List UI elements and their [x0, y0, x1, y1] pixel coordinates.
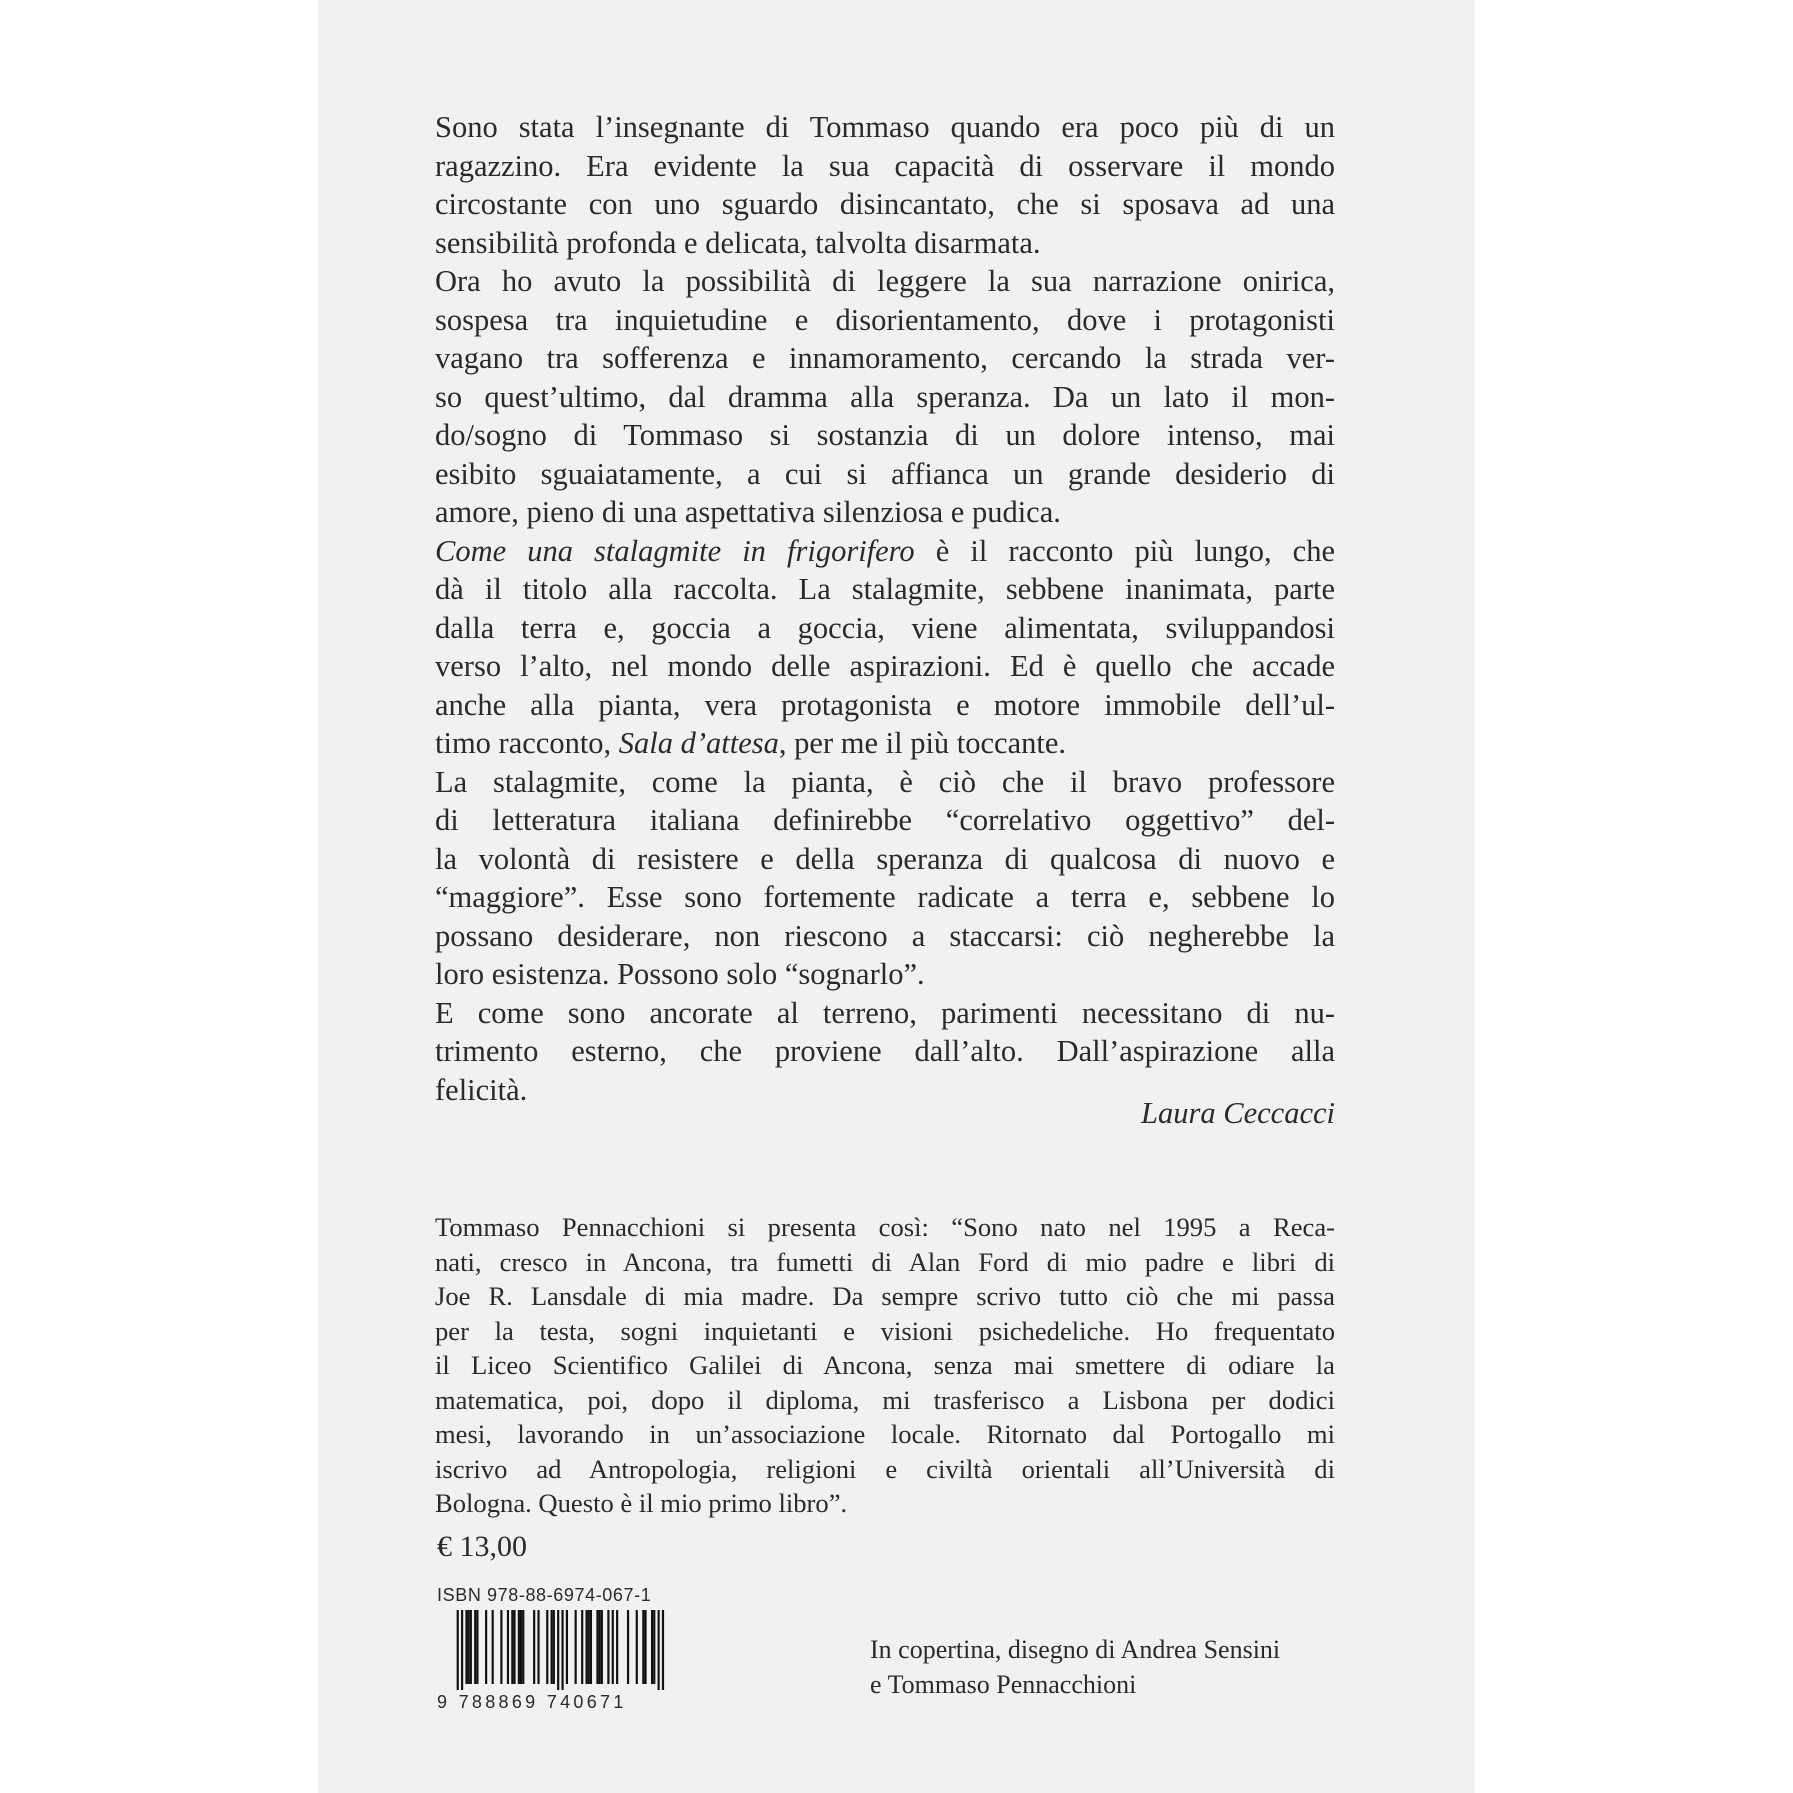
blurb-line: possano desiderare, non riescono a staccarsi: ciò negherebbe la — [435, 918, 1335, 953]
barcode — [437, 1610, 675, 1690]
barcode-bar — [457, 1610, 459, 1690]
barcode-bar — [553, 1610, 555, 1684]
blurb-line: circostante con uno sguardo disincantato, che si sposava ad una — [435, 187, 1335, 221]
blurb-line: esibito sguaiatamente, a cui si affianca un grande desiderio di — [435, 456, 1335, 491]
barcode-bar — [507, 1610, 509, 1684]
author-bio — [435, 1210, 1335, 1521]
barcode-bar — [644, 1610, 646, 1684]
blurb-line: la volontà di resistere e della speranza di qualcosa di nuovo e — [435, 841, 1335, 876]
bio-line: nati, cresco in Ancona, tra fumetti di Alan Ford di mio padre e libri di — [435, 1246, 1335, 1277]
bio-line: iscrivo ad Antropologia, religioni e civiltà orientali all’Università di — [435, 1453, 1335, 1484]
barcode-bar — [551, 1610, 553, 1684]
barcode-bar — [513, 1610, 515, 1684]
barcode-bar — [651, 1610, 653, 1684]
barcode-bar — [537, 1610, 539, 1684]
barcode-bar — [607, 1610, 609, 1684]
blurb-line: so quest’ultimo, dal dramma alla speranza. Da un lato il mon- — [435, 379, 1335, 414]
blurb-line — [435, 724, 1335, 763]
bio-line: Bologna. Questo è il mio primo libro”. — [435, 1488, 848, 1518]
story-title: Sala d’attesa — [618, 726, 779, 760]
blurb-line: loro esistenza. Possono solo “sognarlo”. — [435, 957, 925, 991]
blurb-line: do/sogno di Tommaso si sostanzia di un dolore intenso, mai — [435, 418, 1335, 452]
blurb-line-text: è il racconto più lungo, che — [914, 533, 1335, 568]
bio-line: Joe R. Lansdale di mia madre. Da sempre scrivo tutto ciò che mi passa — [435, 1281, 1335, 1311]
blurb-line: La stalagmite, come la pianta, è ciò che il bravo professore — [435, 764, 1335, 799]
bio-line: matematica, poi, dopo il diploma, mi trasferisco a Lisbona per dodici — [435, 1384, 1335, 1415]
barcode-bar — [474, 1610, 476, 1684]
barcode-bar — [627, 1610, 629, 1684]
barcode-bar — [476, 1610, 478, 1684]
barcode-bar — [596, 1610, 598, 1684]
blurb-line: dalla terra e, goccia a goccia, viene alimentata, sviluppandosi — [435, 610, 1335, 645]
blurb-line: dà il titolo alla raccolta. La stalagmite, sebbene inanimata, parte — [435, 572, 1335, 606]
barcode-bar — [518, 1610, 520, 1684]
barcode-bar — [461, 1610, 463, 1690]
credits-line: In copertina, disegno di Andrea Sensini — [870, 1635, 1281, 1664]
blurb-line: sospesa tra inquietudine e disorientamento, dove i protagonisti — [435, 302, 1335, 337]
blurb-line — [435, 532, 1335, 571]
blurb-line: di letteratura italiana definirebbe “correlativo oggettivo” del- — [435, 803, 1335, 837]
book-title: Come una stalagmite in frigorifero — [435, 533, 915, 568]
barcode-bar — [492, 1610, 494, 1684]
barcode-bar — [575, 1610, 577, 1684]
blurb-line: sensibilità profonda e delicata, talvolta disarmata. — [435, 225, 1041, 260]
blurb-line-text: timo racconto, — [435, 726, 619, 760]
barcode-bar — [465, 1610, 467, 1684]
price: € 13,00 — [437, 1530, 527, 1563]
blurb-line: vagano tra sofferenza e innamoramento, cercando la strada ver- — [435, 341, 1335, 375]
blurb-line: anche alla pianta, vera protagonista e motore immobile dell’ul- — [435, 687, 1335, 722]
barcode-bar — [585, 1610, 587, 1684]
barcode-bar — [581, 1610, 583, 1684]
barcode-bar — [588, 1610, 590, 1684]
bio-line: Tommaso Pennacchioni si presenta così: “Sono nato nel 1995 a Reca- — [435, 1212, 1335, 1242]
credits-line: e Tommaso Pennacchioni — [870, 1670, 1137, 1699]
blurb-line-text: , per me il più toccante. — [778, 726, 1067, 760]
barcode-bar — [561, 1610, 563, 1690]
blurb-line: Ora ho avuto la possibilità di leggere la sua narrazione onirica, — [435, 264, 1335, 298]
blurb-line: trimento esterno, che proviene dall’alto. Dall’aspirazione alla — [435, 1034, 1335, 1068]
barcode-bar — [566, 1610, 568, 1684]
barcode-bar — [653, 1610, 655, 1684]
barcode-bar — [599, 1610, 601, 1684]
barcode-bar — [520, 1610, 522, 1684]
barcode-bar — [590, 1610, 592, 1684]
blurb-author: Laura Ceccacci — [1141, 1096, 1335, 1130]
blurb-text — [435, 108, 1335, 1109]
blurb-line: ragazzino. Era evidente la sua capacità di osservare il mondo — [435, 148, 1335, 183]
isbn-label: ISBN 978-88-6974-067-1 — [437, 1585, 652, 1605]
barcode-bar — [612, 1610, 614, 1684]
barcode-bar — [468, 1610, 470, 1684]
barcode-bar — [511, 1610, 513, 1684]
barcode-bar — [470, 1610, 472, 1684]
bio-line: mesi, lavorando in un’associazione locale. Ritornato dal Portogallo mi — [435, 1419, 1335, 1449]
blurb-line: E come sono ancorate al terreno, parimenti necessitano di nu- — [435, 995, 1335, 1030]
barcode-bars — [437, 1610, 675, 1690]
cover-credits — [870, 1632, 1335, 1702]
barcode-bar — [636, 1610, 638, 1684]
barcode-bar — [500, 1610, 502, 1684]
barcode-bar — [658, 1610, 660, 1690]
blurb-line: “maggiore”. Esse sono fortemente radicate a terra e, sebbene lo — [435, 880, 1335, 914]
barcode-bar — [546, 1610, 548, 1684]
barcode-bar — [601, 1610, 603, 1684]
barcode-bar — [522, 1610, 524, 1684]
barcode-bar — [557, 1610, 559, 1690]
blurb-line: verso l’alto, nel mondo delle aspirazioni. Ed è quello che accade — [435, 649, 1335, 683]
barcode-bar — [485, 1610, 487, 1684]
blurb-line: felicità. — [435, 1072, 528, 1107]
barcode-bar — [642, 1610, 644, 1684]
blurb-line: Sono stata l’insegnante di Tommaso quando era poco più di un — [435, 110, 1335, 144]
bio-line: per la testa, sogni inquietanti e visioni psichedeliche. Ho frequentato — [435, 1315, 1335, 1346]
barcode-digits: 9 788869 740671 — [437, 1692, 627, 1712]
barcode-bar — [533, 1610, 535, 1684]
barcode-bar — [616, 1610, 618, 1684]
blurb-line: amore, pieno di una aspettativa silenziosa e pudica. — [435, 495, 1061, 529]
barcode-bar — [662, 1610, 664, 1690]
bio-line: il Liceo Scientifico Galilei di Ancona, senza mai smettere di odiare la — [435, 1350, 1335, 1380]
